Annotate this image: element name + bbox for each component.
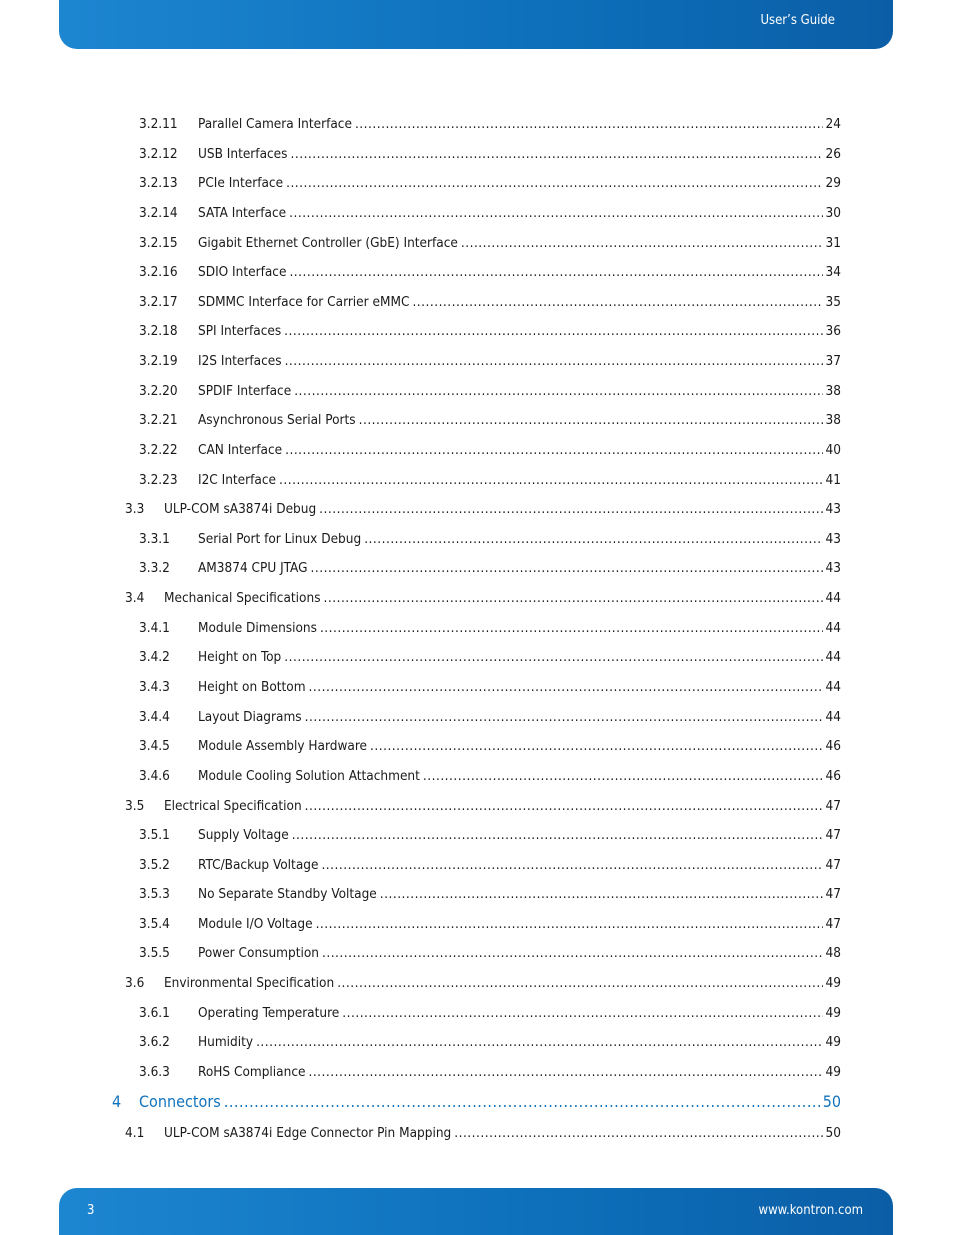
toc-entry-title: Gigabit Ethernet Controller (GbE) Interface bbox=[198, 235, 458, 251]
toc-entry-number: 3.6 bbox=[125, 975, 145, 991]
toc-entry-number: 3.6.3 bbox=[139, 1064, 170, 1080]
toc-entry-page: 49 bbox=[825, 1064, 841, 1080]
toc-entry[interactable] bbox=[139, 826, 841, 844]
toc-entry-title: SDMMC Interface for Carrier eMMC bbox=[198, 294, 410, 310]
toc-entry-number: 3.5.2 bbox=[139, 857, 170, 873]
toc-entry-title: Humidity bbox=[198, 1034, 254, 1050]
toc-entry[interactable] bbox=[139, 204, 841, 222]
toc-entry-number: 3.4 bbox=[125, 590, 145, 606]
toc-dot-leader bbox=[289, 204, 822, 222]
toc-entry[interactable] bbox=[125, 974, 841, 992]
toc-entry-title: Height on Top bbox=[198, 649, 282, 665]
toc-entry-number: 3.4.6 bbox=[139, 768, 170, 784]
toc-entry-page: 47 bbox=[825, 886, 841, 902]
toc-entry-number: 3.5 bbox=[125, 798, 145, 814]
toc-entry-number: 3.6.1 bbox=[139, 1005, 170, 1021]
toc-entry-title: CAN Interface bbox=[198, 442, 283, 458]
toc-dot-leader bbox=[461, 234, 823, 252]
toc-dot-leader bbox=[289, 263, 822, 281]
toc-entry-number: 3.4.5 bbox=[139, 738, 170, 754]
toc-entry-title: Connectors bbox=[139, 1092, 221, 1111]
toc-entry-title: RoHS Compliance bbox=[198, 1064, 306, 1080]
toc-entry[interactable] bbox=[139, 115, 841, 133]
toc-entry[interactable] bbox=[139, 767, 841, 785]
toc-entry-number: 3.4.4 bbox=[139, 709, 170, 725]
toc-dot-leader bbox=[423, 767, 823, 785]
toc-entry-number: 3.4.2 bbox=[139, 649, 170, 665]
toc-entry-number: 3.3.2 bbox=[139, 560, 170, 576]
toc-dot-leader bbox=[337, 974, 822, 992]
toc-entry-page: 46 bbox=[825, 738, 841, 754]
toc-entry-page: 36 bbox=[825, 323, 841, 339]
toc-entry-page: 24 bbox=[825, 116, 841, 132]
toc-dot-leader bbox=[284, 322, 822, 340]
toc-entry-title: SATA Interface bbox=[198, 205, 287, 221]
toc-entry[interactable] bbox=[139, 648, 841, 666]
toc-entry-title: Mechanical Specifications bbox=[164, 590, 321, 606]
toc-entry[interactable] bbox=[139, 944, 841, 962]
toc-dot-leader bbox=[324, 589, 823, 607]
toc-dot-leader bbox=[286, 174, 822, 192]
toc-dot-leader bbox=[308, 1063, 822, 1081]
toc-entry-title: RTC/Backup Voltage bbox=[198, 857, 319, 873]
toc-entry-number: 3.5.3 bbox=[139, 886, 170, 902]
toc-entry-number: 3.2.11 bbox=[139, 116, 178, 132]
toc-entry-number: 3.2.20 bbox=[139, 383, 178, 399]
toc-entry[interactable] bbox=[139, 411, 841, 429]
toc-entry[interactable] bbox=[139, 708, 841, 726]
toc-entry-number: 3.5.1 bbox=[139, 827, 170, 843]
toc-entry-number: 3.2.13 bbox=[139, 175, 178, 191]
toc-entry-number: 3.2.22 bbox=[139, 442, 178, 458]
toc-entry-title: I2C Interface bbox=[198, 472, 277, 488]
toc-entry[interactable] bbox=[139, 471, 841, 489]
toc-dot-leader bbox=[342, 1004, 822, 1022]
toc-entry-title: AM3874 CPU JTAG bbox=[198, 560, 308, 576]
toc-entry[interactable] bbox=[139, 856, 841, 874]
toc-entry-page: 44 bbox=[825, 709, 841, 725]
toc-entry-page: 49 bbox=[825, 1005, 841, 1021]
toc-dot-leader bbox=[321, 856, 822, 874]
toc-entry-page: 29 bbox=[825, 175, 841, 191]
toc-entry-title: PCIe Interface bbox=[198, 175, 284, 191]
toc-entry-page: 44 bbox=[825, 590, 841, 606]
toc-entry-page: 47 bbox=[825, 798, 841, 814]
toc-entry-page: 50 bbox=[822, 1092, 841, 1111]
toc-entry-number: 3.2.19 bbox=[139, 353, 178, 369]
toc-entry-number: 3.2.21 bbox=[139, 412, 178, 428]
toc-entry[interactable] bbox=[139, 737, 841, 755]
toc-dot-leader bbox=[305, 708, 823, 726]
toc-entry-title: Supply Voltage bbox=[198, 827, 289, 843]
toc-dot-leader bbox=[355, 115, 823, 133]
toc-entry-title: Electrical Specification bbox=[164, 798, 302, 814]
footer-bar bbox=[59, 1188, 893, 1235]
document-type-label: User’s Guide bbox=[760, 13, 835, 28]
toc-entry-page: 46 bbox=[825, 768, 841, 784]
toc-entry-page: 30 bbox=[825, 205, 841, 221]
toc-entry-page: 38 bbox=[825, 383, 841, 399]
toc-dot-leader bbox=[359, 411, 823, 429]
toc-entry-page: 44 bbox=[825, 679, 841, 695]
toc-entry[interactable] bbox=[125, 1124, 841, 1142]
toc-dot-leader bbox=[279, 471, 823, 489]
toc-entry-page: 47 bbox=[825, 827, 841, 843]
toc-dot-leader bbox=[454, 1124, 822, 1142]
toc-entry-page: 49 bbox=[825, 1034, 841, 1050]
toc-entry-page: 47 bbox=[825, 916, 841, 932]
website-link[interactable]: www.kontron.com bbox=[758, 1203, 863, 1218]
toc-entry-page: 48 bbox=[825, 945, 841, 961]
toc-entry[interactable] bbox=[139, 322, 841, 340]
toc-entry[interactable] bbox=[112, 1092, 841, 1112]
toc-entry-title: I2S Interfaces bbox=[198, 353, 282, 369]
toc-entry-number: 3.3 bbox=[125, 501, 145, 517]
toc-dot-leader bbox=[370, 737, 823, 755]
toc-entry[interactable] bbox=[139, 559, 841, 577]
header-bar bbox=[59, 0, 893, 49]
toc-entry[interactable] bbox=[139, 678, 841, 696]
toc-entry-page: 41 bbox=[825, 472, 841, 488]
toc-entry[interactable] bbox=[125, 797, 841, 815]
toc-entry-title: Asynchronous Serial Ports bbox=[198, 412, 356, 428]
toc-entry[interactable] bbox=[139, 263, 841, 281]
toc-dot-leader bbox=[294, 382, 822, 400]
toc-entry-title: ULP-COM sA3874i Debug bbox=[164, 501, 317, 517]
toc-entry[interactable] bbox=[139, 530, 841, 548]
toc-entry-number: 3.2.16 bbox=[139, 264, 178, 280]
toc-entry[interactable] bbox=[139, 174, 841, 192]
toc-dot-leader bbox=[256, 1033, 822, 1051]
toc-entry-number: 3.6.2 bbox=[139, 1034, 170, 1050]
toc-entry-title: Module Cooling Solution Attachment bbox=[198, 768, 420, 784]
toc-entry-page: 43 bbox=[825, 501, 841, 517]
toc-entry-number: 4 bbox=[112, 1092, 122, 1111]
toc-dot-leader bbox=[319, 500, 822, 518]
toc-dot-leader bbox=[364, 530, 822, 548]
toc-entry-title: Height on Bottom bbox=[198, 679, 306, 695]
toc-entry-title: Module Dimensions bbox=[198, 620, 317, 636]
toc-entry-title: Module I/O Voltage bbox=[198, 916, 313, 932]
toc-entry-title: SPI Interfaces bbox=[198, 323, 282, 339]
toc-entry-title: ULP-COM sA3874i Edge Connector Pin Mapping bbox=[164, 1125, 452, 1141]
toc-entry[interactable] bbox=[139, 1004, 841, 1022]
toc-dot-leader bbox=[284, 648, 822, 666]
toc-dot-leader bbox=[412, 293, 822, 311]
toc-entry-title: Layout Diagrams bbox=[198, 709, 302, 725]
toc-entry-title: SDIO Interface bbox=[198, 264, 287, 280]
toc-entry[interactable] bbox=[139, 234, 841, 252]
toc-entry-page: 35 bbox=[825, 294, 841, 310]
toc-entry-page: 44 bbox=[825, 649, 841, 665]
toc-entry-number: 3.2.18 bbox=[139, 323, 178, 339]
toc-entry-title: Power Consumption bbox=[198, 945, 319, 961]
toc-entry-title: SPDIF Interface bbox=[198, 383, 292, 399]
toc-entry-number: 3.2.23 bbox=[139, 472, 178, 488]
toc-entry-title: Parallel Camera Interface bbox=[198, 116, 352, 132]
toc-dot-leader bbox=[309, 678, 823, 696]
toc-entry-page: 43 bbox=[825, 531, 841, 547]
toc-entry-number: 3.2.14 bbox=[139, 205, 178, 221]
toc-entry-number: 3.5.4 bbox=[139, 916, 170, 932]
toc-entry-number: 3.3.1 bbox=[139, 531, 170, 547]
toc-dot-leader bbox=[285, 352, 823, 370]
toc-entry[interactable] bbox=[139, 619, 841, 637]
toc-entry-page: 37 bbox=[825, 353, 841, 369]
toc-entry[interactable] bbox=[139, 145, 841, 163]
toc-dot-leader bbox=[305, 797, 823, 815]
toc-entry-page: 31 bbox=[825, 235, 841, 251]
toc-entry[interactable] bbox=[139, 885, 841, 903]
toc-entry-number: 3.5.5 bbox=[139, 945, 170, 961]
toc-entry-page: 49 bbox=[825, 975, 841, 991]
toc-entry-page: 47 bbox=[825, 857, 841, 873]
toc-dot-leader bbox=[320, 619, 823, 637]
toc-entry-number: 3.2.15 bbox=[139, 235, 178, 251]
toc-entry-number: 3.2.17 bbox=[139, 294, 178, 310]
page-number: 3 bbox=[87, 1203, 95, 1218]
toc-entry-number: 3.4.3 bbox=[139, 679, 170, 695]
toc-entry[interactable] bbox=[139, 1063, 841, 1081]
toc-entry-page: 40 bbox=[825, 442, 841, 458]
toc-dot-leader bbox=[311, 559, 823, 577]
toc-entry[interactable] bbox=[139, 1033, 841, 1051]
toc-entry-page: 43 bbox=[825, 560, 841, 576]
toc-entry[interactable] bbox=[139, 293, 841, 311]
toc-dot-leader bbox=[224, 1092, 820, 1112]
toc-entry-title: Environmental Specification bbox=[164, 975, 335, 991]
toc-entry[interactable] bbox=[139, 352, 841, 370]
toc-entry-number: 3.4.1 bbox=[139, 620, 170, 636]
toc-entry[interactable] bbox=[125, 589, 841, 607]
toc-entry[interactable] bbox=[139, 382, 841, 400]
toc-entry-page: 26 bbox=[825, 146, 841, 162]
toc-entry[interactable] bbox=[139, 915, 841, 933]
toc-dot-leader bbox=[380, 885, 823, 903]
toc-dot-leader bbox=[291, 145, 823, 163]
toc-entry-title: Serial Port for Linux Debug bbox=[198, 531, 362, 547]
toc-entry[interactable] bbox=[125, 500, 841, 518]
toc-entry-page: 34 bbox=[825, 264, 841, 280]
toc-entry[interactable] bbox=[139, 441, 841, 459]
toc-entry-page: 44 bbox=[825, 620, 841, 636]
toc-dot-leader bbox=[292, 826, 823, 844]
toc-dot-leader bbox=[285, 441, 822, 459]
toc-dot-leader bbox=[316, 915, 823, 933]
toc-entry-title: Module Assembly Hardware bbox=[198, 738, 368, 754]
toc-entry-page: 38 bbox=[825, 412, 841, 428]
toc-entry-number: 3.2.12 bbox=[139, 146, 178, 162]
toc-dot-leader bbox=[322, 944, 823, 962]
toc-entry-title: No Separate Standby Voltage bbox=[198, 886, 377, 902]
toc-entry-title: Operating Temperature bbox=[198, 1005, 340, 1021]
toc-entry-number: 4.1 bbox=[125, 1125, 145, 1141]
toc-entry-title: USB Interfaces bbox=[198, 146, 288, 162]
toc-entry-page: 50 bbox=[825, 1125, 841, 1141]
